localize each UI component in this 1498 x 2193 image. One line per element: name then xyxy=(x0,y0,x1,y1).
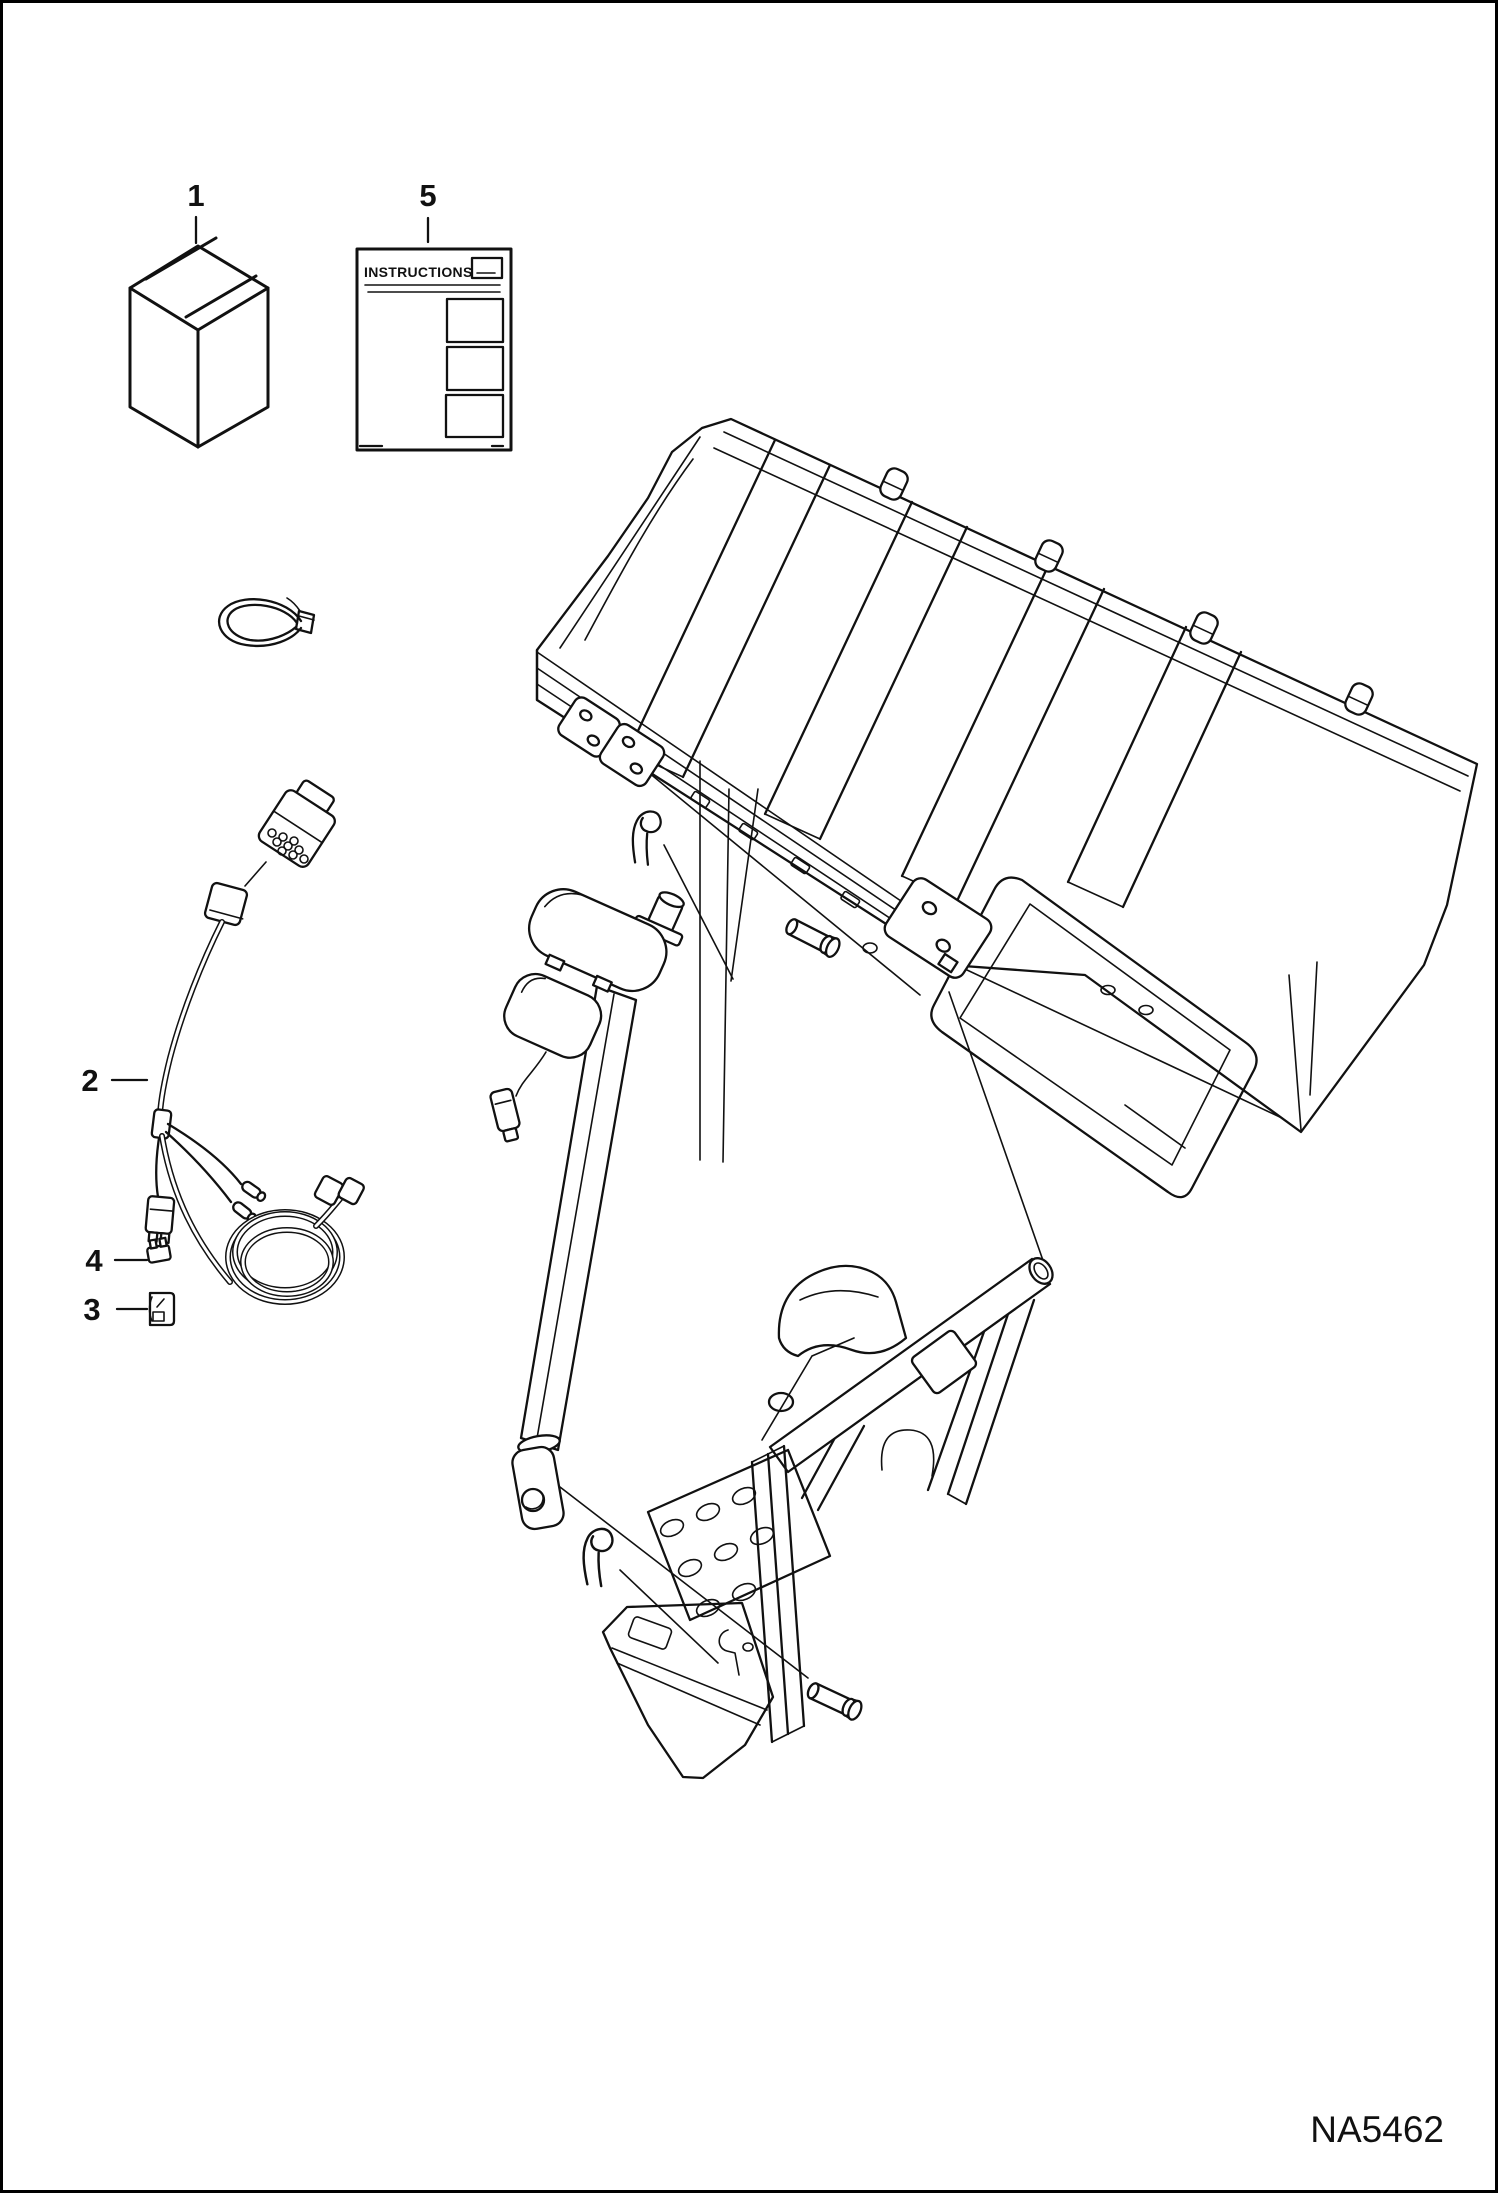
holder-clip-icon xyxy=(150,1293,175,1325)
callout-1: 1 xyxy=(187,178,205,213)
instruction-sheet-title: INSTRUCTIONS xyxy=(364,264,473,280)
figure-code: NA5462 xyxy=(1310,2109,1444,2150)
callout-5: 5 xyxy=(419,178,437,213)
callout-4: 4 xyxy=(85,1243,103,1278)
callout-2: 2 xyxy=(81,1063,99,1098)
callout-3: 3 xyxy=(83,1292,101,1327)
